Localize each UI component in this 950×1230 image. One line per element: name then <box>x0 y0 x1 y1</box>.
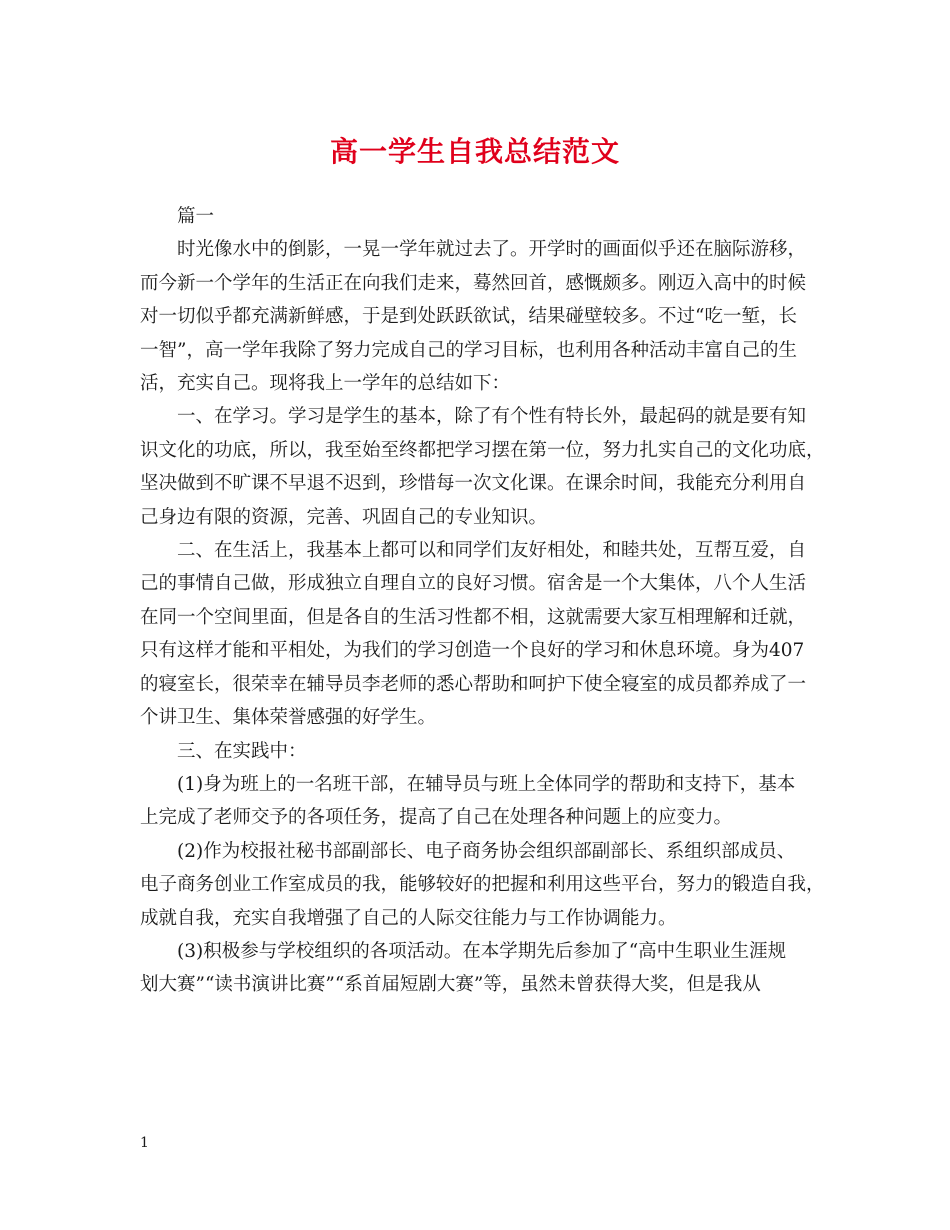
document-title: 高一学生自我总结范文 <box>329 135 620 168</box>
text-line: 己的事情自己做，形成独立自理自立的良好习惯。宿舍是一个大集体，八个人生活 <box>140 573 807 595</box>
text-line: 识文化的功底，所以，我至始至终都把学习摆在第一位，努力扎实自己的文化功底， <box>140 439 825 461</box>
text-line: 时光像水中的倒影，一晃一学年就过去了。开学时的画面似乎还在脑际游移， <box>177 239 807 261</box>
text-line: 成就自我，充实自我增强了自己的人际交往能力与工作协调能力。 <box>140 907 677 929</box>
text-line: 一、在学习。学习是学生的基本，除了有个性有特长外，最起码的就是要有知 <box>177 406 807 428</box>
document-body <box>140 200 825 1002</box>
text-line: 二、在生活上，我基本上都可以和同学们友好相处，和睦共处，互帮互爱，自 <box>177 540 807 562</box>
text-line: 的寝室长，很荣幸在辅导员李老师的悉心帮助和呵护下使全寝室的成员都养成了一 <box>140 673 807 695</box>
text-line: (3)积极参与学校组织的各项活动。在本学期先后参加了“高中生职业生涯规 <box>177 940 787 962</box>
text-line: 上完成了老师交予的各项任务，提高了自己在处理各种问题上的应变力。 <box>140 807 733 829</box>
text-line: 坚决做到不旷课不早退不迟到，珍惜每一次文化课。在课余时间，我能充分利用自 <box>140 473 807 495</box>
text-line: 在同一个空间里面，但是各自的生活习性都不相，这就需要大家互相理解和迁就， <box>140 606 807 628</box>
text-line: 一智”，高一学年我除了努力完成自己的学习目标，也利用各种活动丰富自己的生 <box>140 339 797 361</box>
text-line: 个讲卫生、集体荣誉感强的好学生。 <box>140 707 437 729</box>
page-number: 1 <box>140 1135 149 1151</box>
text-line: 己身边有限的资源，完善、巩固自己的专业知识。 <box>140 506 548 528</box>
text-line: 电子商务创业工作室成员的我，能够较好的把握和利用这些平台，努力的锻造自我， <box>140 874 825 896</box>
text-line: 而今新一个学年的生活正在向我们走来，蓦然回首，感慨颇多。刚迈入高中的时候 <box>140 272 807 294</box>
text-line: 篇一 <box>177 206 215 227</box>
text-line: 三、在实践中： <box>177 740 307 762</box>
text-line: 只有这样才能和平相处，为我们的学习创造一个良好的学习和休息环境。身为407 <box>140 640 805 662</box>
text-line: 划大赛”“读书演讲比赛”“系首届短剧大赛”等，虽然未曾获得大奖，但是我从 <box>140 974 761 996</box>
text-line: (1)身为班上的一名班干部，在辅导员与班上全体同学的帮助和支持下，基本 <box>177 773 796 795</box>
text-line: 对一切似乎都充满新鲜感，于是到处跃跃欲试，结果碰壁较多。不过“吃一堑，长 <box>140 306 797 328</box>
text-line: (2)作为校报社秘书部副部长、电子商务协会组织部副部长、系组织部成员、 <box>177 840 796 862</box>
text-line: 活，充实自己。现将我上一学年的总结如下： <box>140 373 511 395</box>
